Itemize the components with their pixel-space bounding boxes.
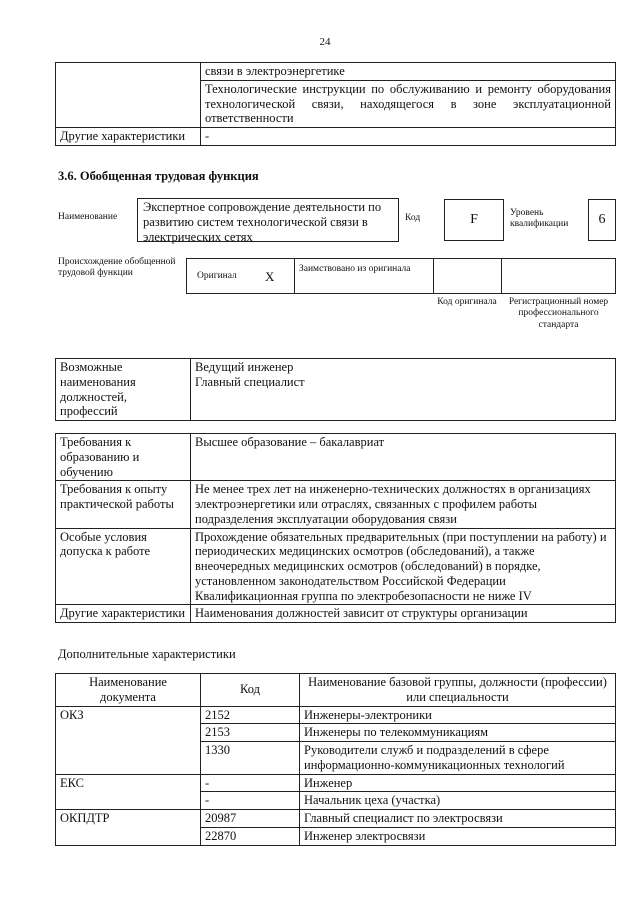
req-experience-value: Не менее трех лет на инженерно-технических должностях в организациях электроэнергетики или отраслях, связанных с профилем работы подразделения эксплуатации оборудования связи xyxy=(191,481,616,528)
req-conditions-text-2: Квалификационная группа по электробезопасности не ниже IV xyxy=(195,588,532,603)
positions-values xyxy=(191,359,616,421)
top-table xyxy=(55,62,616,146)
req-education-value: Высшее образование – бакалавриат xyxy=(191,434,616,481)
page-number: 24 xyxy=(319,36,331,48)
positions-label: Возможные наименования должностей, профессий xyxy=(56,359,191,421)
add-header-doc: Наименование документа xyxy=(56,674,201,707)
req-conditions-value xyxy=(191,528,616,605)
additional-title: Дополнительные характеристики xyxy=(58,647,236,661)
position-item: Главный специалист xyxy=(195,374,305,389)
add-header-name: Наименование базовой группы, должности (профессии) или специальности xyxy=(300,674,616,707)
top-row-1: связи в электроэнергетике xyxy=(201,63,616,81)
add-code: 22870 xyxy=(201,827,300,845)
req-education-label: Требования к образованию и обучению xyxy=(56,434,191,481)
top-other-value: - xyxy=(201,128,616,146)
add-name: Руководители служб и подразделений в сфере информационно-коммуникационных технологий xyxy=(300,742,616,775)
origin-label: Происхождение обобщенной трудовой функции xyxy=(58,257,176,279)
add-name: Инженеры по телекоммуникациям xyxy=(300,724,616,742)
position-item: Ведущий инженер xyxy=(195,360,294,374)
gtf-name-label: Наименование xyxy=(58,212,118,222)
gtf-level-value: 6 xyxy=(588,199,616,241)
top-row-2: Технологические инструкции по обслуживанию и ремонту оборудования технологической связи, находящегося в зоне эксплуатационной ответственности xyxy=(201,80,616,127)
req-other-label: Другие характеристики xyxy=(56,605,191,623)
req-conditions-label: Особые условия допуска к работе xyxy=(56,528,191,605)
req-other-value: Наименования должностей зависит от структуры организации xyxy=(191,605,616,623)
origin-mark: X xyxy=(265,269,275,284)
positions-table xyxy=(55,358,616,421)
add-name: Инженер электросвязи xyxy=(300,827,616,845)
origin-box xyxy=(186,258,616,294)
gtf-code-label: Код xyxy=(405,213,421,223)
add-doc-okz: ОКЗ xyxy=(56,706,201,774)
gtf-level-label: Уровень квалификации xyxy=(510,208,569,230)
origin-borrowed-label: Заимствовано из оригинала xyxy=(299,264,411,274)
add-code: 2152 xyxy=(201,706,300,724)
additional-table xyxy=(55,673,616,846)
origin-original-label: Оригинал xyxy=(197,271,237,281)
add-name: Начальник цеха (участка) xyxy=(300,792,616,810)
top-other-label: Другие характеристики xyxy=(56,128,201,146)
origin-code-caption: Код оригинала xyxy=(437,297,497,307)
add-doc-eks: ЕКС xyxy=(56,774,201,810)
req-experience-label: Требования к опыту практической работы xyxy=(56,481,191,528)
add-code: - xyxy=(201,774,300,792)
add-name: Инженер xyxy=(300,774,616,792)
origin-reg-caption: Регистрационный номер профессионального стандарта xyxy=(508,297,609,330)
gtf-code-value: F xyxy=(444,199,504,241)
add-code: 1330 xyxy=(201,742,300,775)
req-conditions-text: Прохождение обязательных предварительных (при поступлении на работу) и периодических медицинских осмотров (обследований), а также внеочередных медицинских осмотров (обследований) в порядке, установленном законодательством Российской Федерации xyxy=(195,529,607,588)
add-name: Главный специалист по электросвязи xyxy=(300,810,616,828)
requirements-table xyxy=(55,433,616,623)
add-code: 2153 xyxy=(201,724,300,742)
add-doc-okpdtr: ОКПДТР xyxy=(56,810,201,846)
section-title: 3.6. Обобщенная трудовая функция xyxy=(58,169,259,183)
add-name: Инженеры-электроники xyxy=(300,706,616,724)
add-code: - xyxy=(201,792,300,810)
gtf-name-value: Экспертное сопровождение деятельности по развитию систем технологической связи в электрических сетях xyxy=(137,198,399,242)
add-code: 20987 xyxy=(201,810,300,828)
add-header-code: Код xyxy=(201,674,300,707)
